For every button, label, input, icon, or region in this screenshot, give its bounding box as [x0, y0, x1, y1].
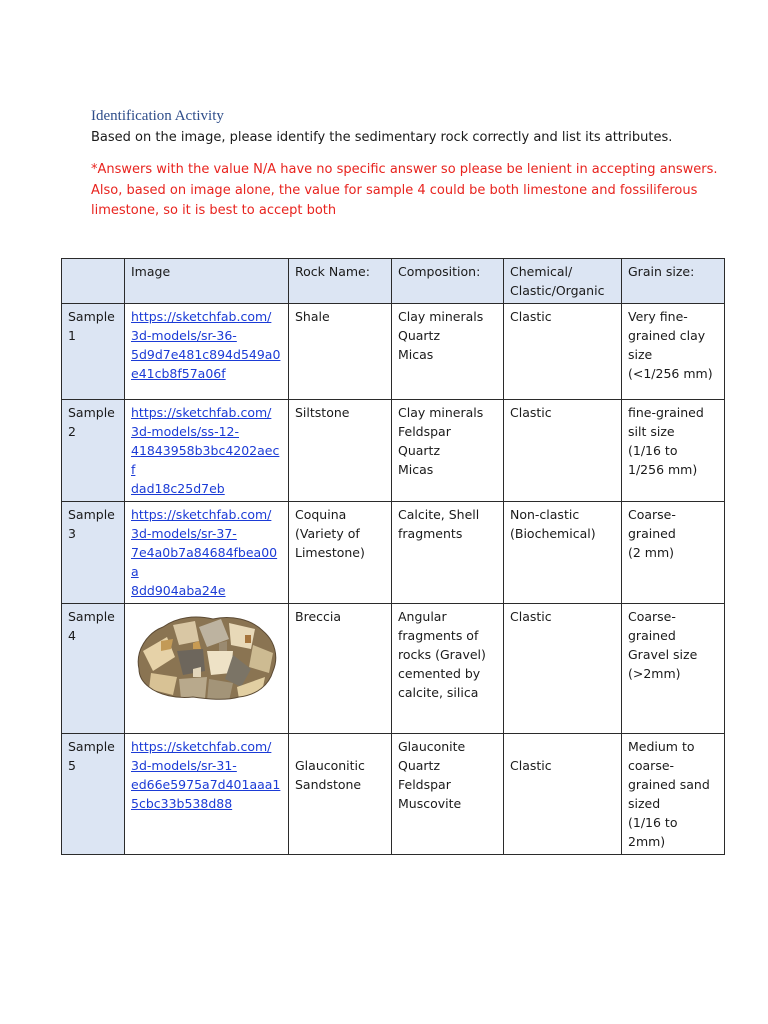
- sample-label: Sample 5: [62, 734, 125, 855]
- grain-size: Very fine- grained clay size (<1/256 mm): [622, 304, 725, 400]
- grain-size: fine-grained silt size (1/16 to 1/256 mm): [622, 400, 725, 502]
- sketchfab-link[interactable]: https://sketchfab.com/ 3d-models/sr-36- 5d9d7e481c894d549a0 e41cb8f57a06f: [131, 309, 281, 381]
- rock-name: Siltstone: [289, 400, 392, 502]
- image-cell: [125, 734, 289, 855]
- table-row: [62, 734, 725, 855]
- sample-label: Sample 2: [62, 400, 125, 502]
- header-sample: [62, 259, 125, 304]
- table-row: [62, 304, 725, 400]
- breccia-rock-image: [133, 611, 281, 703]
- composition: Glauconite Quartz Feldspar Muscovite: [392, 734, 504, 855]
- instructions-text: Based on the image, please identify the sedimentary rock correctly and list its attributes.: [91, 130, 673, 145]
- header-image: Image: [125, 259, 289, 304]
- rock-name: Breccia: [289, 604, 392, 734]
- rock-identification-table: [61, 258, 725, 855]
- table-row: [62, 604, 725, 734]
- grain-size: Coarse- grained Gravel size (>2mm): [622, 604, 725, 734]
- sample-label: Sample 3: [62, 502, 125, 604]
- composition: Clay minerals Quartz Micas: [392, 304, 504, 400]
- image-cell: [125, 400, 289, 502]
- header-grain-size: Grain size:: [622, 259, 725, 304]
- sketchfab-link[interactable]: https://sketchfab.com/ 3d-models/ss-12- 41843958b3bc4202aecf dad18c25d7eb: [131, 405, 280, 496]
- rock-name: Shale: [289, 304, 392, 400]
- rock-name: Glauconitic Sandstone: [289, 734, 392, 855]
- chemical-type: Clastic: [504, 304, 622, 400]
- sample-label: Sample 4: [62, 604, 125, 734]
- chemical-type: Clastic: [504, 400, 622, 502]
- chemical-type: Clastic: [504, 604, 622, 734]
- header-rock-name: Rock Name:: [289, 259, 392, 304]
- rock-name: Coquina (Variety of Limestone): [289, 502, 392, 604]
- table-row: [62, 502, 725, 604]
- image-cell: [125, 502, 289, 604]
- grain-size: Coarse- grained (2 mm): [622, 502, 725, 604]
- composition: Angular fragments of rocks (Gravel) cemented by calcite, silica: [392, 604, 504, 734]
- grading-note: *Answers with the value N/A have no specific answer so please be lenient in accepting answers. Also, based on image alone, the value for sample 4 could be both limestone and fossiliferous limestone, so it is best to accept both: [91, 162, 718, 218]
- header-composition: Composition:: [392, 259, 504, 304]
- table-row: [62, 400, 725, 502]
- grain-size: Medium to coarse- grained sand sized (1/16 to 2mm): [622, 734, 725, 855]
- sketchfab-link[interactable]: https://sketchfab.com/ 3d-models/sr-37- 7e4a0b7a84684fbea00a 8dd904aba24e: [131, 507, 278, 598]
- sketchfab-link[interactable]: https://sketchfab.com/ 3d-models/sr-31- ed66e5975a7d401aaa1 5cbc33b538d88: [131, 739, 281, 811]
- composition: Calcite, Shell fragments: [392, 502, 504, 604]
- activity-heading: Identification Activity: [91, 108, 224, 124]
- image-cell: [125, 604, 289, 734]
- chemical-type: Non-clastic (Biochemical): [504, 502, 622, 604]
- table-header-row: [62, 259, 725, 304]
- image-cell: [125, 304, 289, 400]
- sample-label: Sample 1: [62, 304, 125, 400]
- chemical-type: Clastic: [504, 734, 622, 855]
- composition: Clay minerals Feldspar Quartz Micas: [392, 400, 504, 502]
- header-chemical-clastic-organic: Chemical/ Clastic/Organic: [504, 259, 622, 304]
